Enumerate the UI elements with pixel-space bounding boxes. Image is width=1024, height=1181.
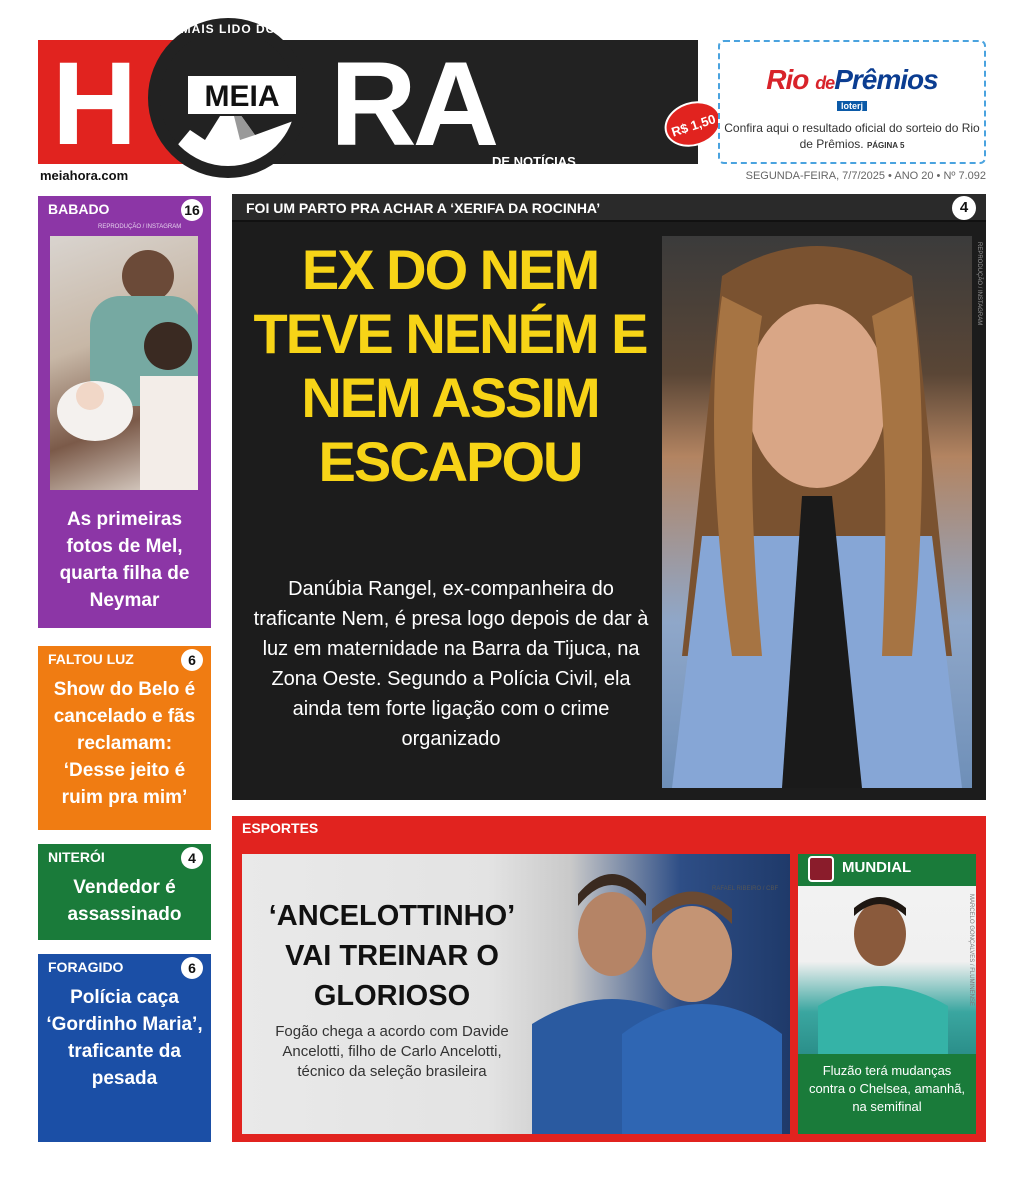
price-badge: R$ 1,50 <box>659 94 728 154</box>
babado-page-number: 16 <box>181 199 203 221</box>
main-story[interactable] <box>232 194 986 800</box>
main-page-number: 4 <box>952 196 976 220</box>
foragido-header <box>38 954 211 980</box>
niteroi-header <box>38 844 211 870</box>
coaches-photo-illustration <box>522 854 790 1134</box>
masthead-letters-ra: RA <box>330 37 496 171</box>
promo-text <box>720 120 984 154</box>
main-kicker: FOI UM PARTO PRA ACHAR A ‘XERIFA DA ROCINHA’ <box>232 194 986 222</box>
faltou-luz-story-text: Show do Belo é cancelado e fãs reclamam: ‘Desse jeito é ruim pra mim’ <box>53 679 196 808</box>
masthead <box>38 37 718 171</box>
babado-photo <box>50 236 198 490</box>
rio-de-premios-logo <box>720 64 984 96</box>
main-deck: Danúbia Rangel, ex-companheira do traficante Nem, é presa logo depois de dar à luz em maternidade na Barra da Tijuca, na Zona Oeste. Segundo a Polícia Civil, ela ainda tem forte ligação com o crime organizado <box>253 578 649 750</box>
rio-de-premios-promo[interactable] <box>718 40 986 164</box>
family-photo-illustration <box>50 236 198 490</box>
site-url[interactable]: meiahora.com <box>40 168 129 183</box>
loterj-tag: loterj <box>837 101 867 111</box>
main-photo-credit: REPRODUÇÃO / INSTAGRAM <box>976 242 982 326</box>
babado-photo-credit: REPRODUÇÃO / INSTAGRAM <box>98 224 182 230</box>
masthead-letter-h: H <box>52 38 134 170</box>
mundial-story-text: Fluzão terá mudanças contra o Chelsea, amanhã, na semifinal <box>808 1063 966 1114</box>
foragido-page-number: 6 <box>181 957 203 979</box>
faltou-luz-label: FALTOU LUZ <box>48 651 134 667</box>
mundial-photo-credit: MARCELO GONÇALVES / FLUMINENSE <box>968 894 974 1006</box>
sidebar-foragido[interactable] <box>38 954 211 1142</box>
masthead-slogan: O MAIS LIDO DO RIO <box>166 22 305 36</box>
player-photo-illustration <box>798 886 976 1054</box>
promo-text-body: Confira aqui o resultado oficial do sorteio do Rio de Prêmios. <box>724 121 980 151</box>
sports-section[interactable] <box>232 816 986 1142</box>
niteroi-story-text: Vendedor é assassinado <box>67 877 182 925</box>
sports-label: ESPORTES <box>242 820 319 836</box>
foragido-story-text: Polícia caça ‘Gordinho Maria’, traficante da pesada <box>46 987 203 1089</box>
sidebar-faltou-luz[interactable] <box>38 646 211 830</box>
logo-de: de <box>815 73 835 93</box>
mundial-photo <box>798 886 976 1054</box>
sports-photo-credit: RAFAEL RIBEIRO / CBF <box>712 886 779 892</box>
sports-main-story[interactable] <box>242 854 790 1134</box>
promo-page-ref: PÁGINA 5 <box>866 141 905 150</box>
faltou-luz-header <box>38 646 211 672</box>
babado-header <box>38 196 211 222</box>
foragido-label: FORAGIDO <box>48 959 124 975</box>
masthead-meia: MEIA <box>186 74 298 116</box>
main-photo <box>662 236 972 788</box>
babado-label: BABADO <box>48 201 110 217</box>
faltou-luz-page-number: 6 <box>181 649 203 671</box>
mundial-box[interactable] <box>798 854 976 1134</box>
issue-date-line: SEGUNDA-FEIRA, 7/7/2025 • ANO 20 • Nº 7.092 <box>745 170 986 182</box>
sports-deck: Fogão chega a acordo com Davide Ancelotti, filho de Carlo Ancelotti, técnico da seleção brasileira <box>275 1023 509 1080</box>
masthead-de-noticias: DE NOTÍCIAS <box>492 154 576 169</box>
sidebar-babado[interactable] <box>38 196 211 628</box>
babado-story-text: As primeiras fotos de Mel, quarta filha de Neymar <box>59 509 190 611</box>
sports-headline: ‘ANCELOTTINHO’ VAI TREINAR O GLORIOSO <box>268 900 516 1012</box>
sidebar-niteroi[interactable] <box>38 844 211 940</box>
niteroi-label: NITERÓI <box>48 849 105 865</box>
logo-premios: Prêmios <box>834 64 938 95</box>
main-headline: EX DO NEM TEVE NENÉM E NEM ASSIM ESCAPOU <box>253 238 647 493</box>
woman-portrait-illustration <box>662 236 972 788</box>
logo-rio: Rio <box>766 64 809 95</box>
niteroi-page-number: 4 <box>181 847 203 869</box>
mundial-label: MUNDIAL <box>842 859 912 876</box>
